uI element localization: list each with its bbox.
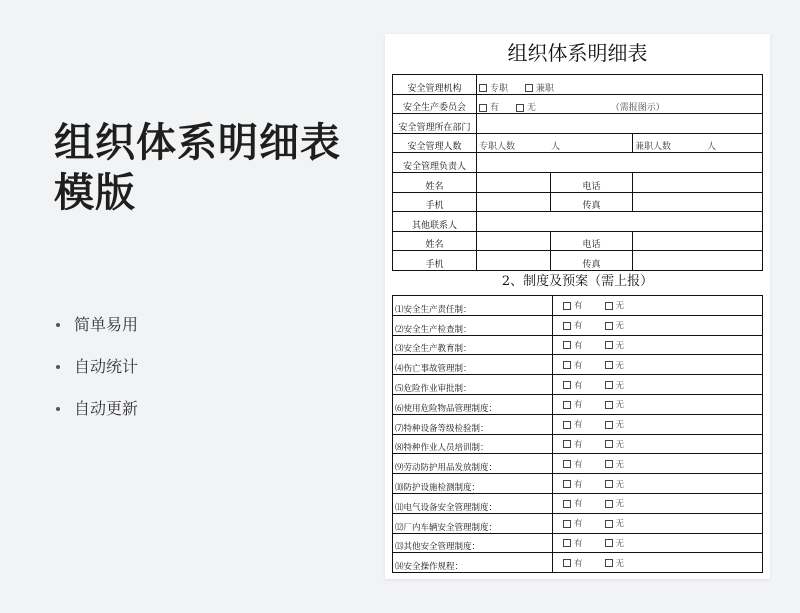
system-item-label: ⑻特种作业人员培训制： bbox=[393, 434, 553, 454]
org-value[interactable] bbox=[477, 212, 763, 232]
table-row bbox=[393, 513, 763, 533]
checkbox-icon[interactable] bbox=[563, 440, 571, 448]
fax-label: 传真 bbox=[551, 251, 633, 271]
system-item-label: ⒀其他安全管理制度： bbox=[393, 533, 553, 553]
table-row bbox=[393, 251, 763, 271]
option-yes: 有 bbox=[574, 538, 583, 549]
page-title-line1: 组织体系明细表 bbox=[54, 120, 341, 166]
section-heading: 2、制度及预案（需上报） bbox=[501, 274, 654, 289]
table-row bbox=[393, 296, 763, 316]
yes-no-options bbox=[553, 553, 763, 573]
org-options: 有 无 （需报图示） bbox=[477, 94, 763, 114]
page-title bbox=[54, 118, 341, 218]
fulltime-count[interactable]: 专职人数 人 bbox=[477, 133, 633, 153]
org-label: 安全管理所在部门 bbox=[393, 114, 477, 134]
bullet-icon bbox=[56, 323, 60, 327]
table-row bbox=[393, 192, 763, 212]
checkbox-icon[interactable] bbox=[563, 500, 571, 508]
checkbox-icon[interactable] bbox=[563, 520, 571, 528]
option-no: 无 bbox=[615, 400, 625, 411]
checkbox-icon[interactable] bbox=[605, 480, 613, 488]
yes-no-options bbox=[553, 315, 763, 335]
checkbox-icon[interactable] bbox=[479, 84, 487, 92]
checkbox-icon[interactable] bbox=[563, 539, 571, 547]
system-item-label: ⑸危险作业审批制： bbox=[393, 375, 553, 395]
document-preview bbox=[385, 34, 770, 579]
table-row bbox=[393, 493, 763, 513]
feature-item: 简单易用 bbox=[56, 312, 138, 354]
option-yes: 有 bbox=[574, 479, 583, 490]
table-row bbox=[393, 133, 763, 153]
checkbox-icon[interactable] bbox=[605, 341, 613, 349]
table-row bbox=[393, 94, 763, 114]
option-yes: 有 bbox=[574, 420, 583, 431]
checkbox-icon[interactable] bbox=[605, 401, 613, 409]
checkbox-icon[interactable] bbox=[563, 480, 571, 488]
system-item-label: ⑶安全生产教育制： bbox=[393, 335, 553, 355]
checkbox-icon[interactable] bbox=[605, 302, 613, 310]
yes-no-options bbox=[553, 375, 763, 395]
option-yes: 有 bbox=[574, 321, 583, 332]
table-row bbox=[393, 394, 763, 414]
option-yes: 有 bbox=[574, 439, 583, 450]
mobile-value[interactable] bbox=[477, 192, 551, 212]
checkbox-icon[interactable] bbox=[605, 520, 613, 528]
checkbox-icon[interactable] bbox=[563, 361, 571, 369]
yes-no-options bbox=[553, 474, 763, 494]
system-item-label: ⑷伤亡事故管理制： bbox=[393, 355, 553, 375]
bullet-icon bbox=[56, 365, 60, 369]
sheet-title: 组织体系明细表 bbox=[507, 41, 648, 65]
checkbox-icon[interactable] bbox=[479, 104, 487, 112]
system-item-label: ⑾电气设备安全管理制度： bbox=[393, 493, 553, 513]
name-label: 姓名 bbox=[393, 231, 477, 251]
system-item-label: ⑼劳动防护用品发放制度： bbox=[393, 454, 553, 474]
option-no: 无 bbox=[615, 499, 625, 510]
org-label: 安全管理人数 bbox=[393, 133, 477, 153]
phone-label: 电话 bbox=[551, 231, 633, 251]
checkbox-icon[interactable] bbox=[605, 539, 613, 547]
checkbox-icon[interactable] bbox=[605, 460, 613, 468]
yes-no-options bbox=[553, 296, 763, 316]
yes-no-options bbox=[553, 454, 763, 474]
system-item-label: ⑿厂内车辆安全管理制度： bbox=[393, 513, 553, 533]
page-title-line2: 模版 bbox=[54, 170, 136, 216]
option-no: 无 bbox=[615, 420, 625, 431]
fax-value[interactable] bbox=[633, 192, 763, 212]
yes-no-options bbox=[553, 394, 763, 414]
yes-no-options bbox=[553, 493, 763, 513]
checkbox-icon[interactable] bbox=[516, 104, 524, 112]
table-row bbox=[393, 375, 763, 395]
system-item-label: ⑽防护设施检测制度： bbox=[393, 474, 553, 494]
yes-no-options bbox=[553, 414, 763, 434]
checkbox-icon[interactable] bbox=[563, 401, 571, 409]
checkbox-icon[interactable] bbox=[525, 84, 533, 92]
org-table bbox=[392, 74, 763, 271]
option-no: 无 bbox=[615, 558, 625, 569]
checkbox-icon[interactable] bbox=[563, 559, 571, 567]
option-yes: 有 bbox=[574, 360, 583, 371]
checkbox-icon[interactable] bbox=[563, 341, 571, 349]
phone-value[interactable] bbox=[633, 172, 763, 192]
option-yes: 有 bbox=[574, 340, 583, 351]
table-row bbox=[393, 454, 763, 474]
name-value[interactable] bbox=[477, 231, 551, 251]
checkbox-icon[interactable] bbox=[605, 440, 613, 448]
yes-no-options bbox=[553, 533, 763, 553]
org-label: 安全管理机构 bbox=[393, 75, 477, 95]
option-no: 无 bbox=[615, 360, 625, 371]
checkbox-icon[interactable] bbox=[605, 500, 613, 508]
option-no: 无 bbox=[615, 301, 625, 312]
yes-no-options bbox=[553, 355, 763, 375]
mobile-label: 手机 bbox=[393, 192, 477, 212]
org-value[interactable] bbox=[477, 153, 763, 173]
name-value[interactable] bbox=[477, 172, 551, 192]
table-row bbox=[393, 533, 763, 553]
option-no: 无 bbox=[615, 439, 625, 450]
table-row bbox=[393, 231, 763, 251]
system-item-label: ⑵安全生产检查制： bbox=[393, 315, 553, 335]
phone-value[interactable] bbox=[633, 231, 763, 251]
option-yes: 有 bbox=[574, 400, 583, 411]
fax-value[interactable] bbox=[633, 251, 763, 271]
checkbox-icon[interactable] bbox=[563, 302, 571, 310]
org-label: 安全生产委员会 bbox=[393, 94, 477, 114]
checkbox-icon[interactable] bbox=[605, 381, 613, 389]
table-row bbox=[393, 153, 763, 173]
table-row bbox=[393, 335, 763, 355]
option-yes: 有 bbox=[574, 380, 583, 391]
name-label: 姓名 bbox=[393, 172, 477, 192]
org-label: 安全管理负责人 bbox=[393, 153, 477, 173]
checkbox-icon[interactable] bbox=[605, 421, 613, 429]
yes-no-options bbox=[553, 434, 763, 454]
option-yes: 有 bbox=[574, 558, 583, 569]
table-row bbox=[393, 315, 763, 335]
option-yes: 有 bbox=[574, 519, 583, 530]
table-row bbox=[393, 114, 763, 134]
table-row bbox=[393, 553, 763, 573]
yes-no-options bbox=[553, 335, 763, 355]
table-row bbox=[393, 355, 763, 375]
phone-label: 电话 bbox=[551, 172, 633, 192]
fax-label: 传真 bbox=[551, 192, 633, 212]
mobile-label: 手机 bbox=[393, 251, 477, 271]
table-row bbox=[393, 414, 763, 434]
table-row bbox=[393, 434, 763, 454]
checkbox-icon[interactable] bbox=[563, 421, 571, 429]
option-no: 无 bbox=[615, 380, 625, 391]
option-no: 无 bbox=[615, 340, 625, 351]
option-no: 无 bbox=[615, 519, 625, 530]
system-item-label: ⒁安全操作规程： bbox=[393, 553, 553, 573]
checkbox-icon[interactable] bbox=[605, 559, 613, 567]
system-item-label: ⑴安全生产责任制： bbox=[393, 296, 553, 316]
system-item-label: ⑺特种设备等级检验制： bbox=[393, 414, 553, 434]
checkbox-icon[interactable] bbox=[563, 322, 571, 330]
org-value[interactable] bbox=[477, 114, 763, 134]
table-row bbox=[393, 212, 763, 232]
table-row bbox=[393, 75, 763, 95]
org-options: 专职 兼职 bbox=[477, 75, 763, 95]
checkbox-icon[interactable] bbox=[563, 381, 571, 389]
parttime-count[interactable]: 兼职人数 人 bbox=[633, 133, 763, 153]
table-row bbox=[393, 172, 763, 192]
org-label: 其他联系人 bbox=[393, 212, 477, 232]
yes-no-options bbox=[553, 513, 763, 533]
systems-table bbox=[392, 295, 763, 573]
checkbox-icon[interactable] bbox=[563, 460, 571, 468]
system-item-label: ⑹使用危险物品管理制度： bbox=[393, 394, 553, 414]
option-no: 无 bbox=[615, 538, 625, 549]
option-no: 无 bbox=[615, 459, 625, 470]
checkbox-icon[interactable] bbox=[605, 322, 613, 330]
bullet-icon bbox=[56, 407, 60, 411]
feature-list bbox=[56, 312, 138, 438]
option-no: 无 bbox=[615, 479, 625, 490]
feature-item: 自动统计 bbox=[56, 354, 138, 396]
option-no: 无 bbox=[615, 321, 625, 332]
checkbox-icon[interactable] bbox=[605, 361, 613, 369]
option-yes: 有 bbox=[574, 301, 583, 312]
table-row bbox=[393, 474, 763, 494]
option-yes: 有 bbox=[574, 499, 583, 510]
option-yes: 有 bbox=[574, 459, 583, 470]
mobile-value[interactable] bbox=[477, 251, 551, 271]
feature-item: 自动更新 bbox=[56, 396, 138, 438]
